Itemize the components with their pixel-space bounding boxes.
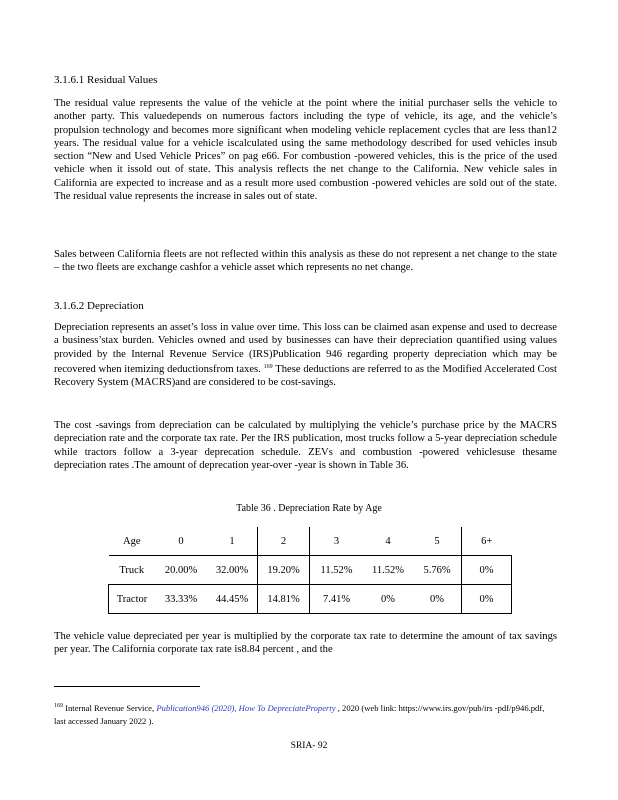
tax-savings-paragraph: The vehicle value depreciated per year is multiplied by the corporate tax rate to determine the amount of tax savings per year. The California corporate tax rate is8.84 percent , and the bbox=[54, 631, 557, 656]
table-header-cell: 6+ bbox=[462, 527, 512, 556]
table-header-row bbox=[109, 527, 512, 556]
depreciation-paragraph bbox=[54, 321, 557, 389]
table-caption: Table 36 . Depreciation Rate by Age bbox=[236, 503, 382, 514]
table-header-cell: 2 bbox=[258, 527, 310, 556]
fleet-sales-paragraph: Sales between California fleets are not reflected within this analysis as these do not represent a net change to the state – the two fleets are exchange cashfor a vehicle asset which represents no net change. bbox=[54, 249, 557, 274]
page-number: SRIA- 92 bbox=[290, 741, 328, 751]
footnote-text-before: Internal Revenue Service, bbox=[63, 703, 157, 713]
footnote-text-after: , 2020 (web link: https://www.irs.gov/pub/irs -pdf/p946.pdf, last accessed January 2022 ). bbox=[54, 703, 545, 726]
table-cell: 44.45% bbox=[207, 585, 258, 614]
table-cell: 0% bbox=[363, 585, 413, 614]
footnote bbox=[54, 700, 557, 728]
table-cell: 0% bbox=[462, 556, 512, 585]
table-header-cell: 3 bbox=[310, 527, 364, 556]
publication-link[interactable]: Publication946 (2020), How To DepreciateProperty bbox=[156, 703, 336, 713]
table-header-cell: 4 bbox=[385, 535, 391, 547]
table-cell: 5.76% bbox=[413, 556, 462, 585]
table-row-label: Tractor bbox=[109, 585, 156, 614]
footnote-number: 169 bbox=[54, 703, 63, 709]
section-heading-residual-values: 3.1.6.1 Residual Values bbox=[54, 74, 158, 86]
cost-savings-paragraph: The cost -savings from depreciation can be calculated by multiplying the vehicle’s purchase price by the MACRS depreciation rate and the corporate tax rate. Per the IRS publication, most trucks follow a 5-year depreciation schedule while tractors follow a 3-year deprecation schedule. ZEVs and combustion -powered vehiclesuse thesame depreciation rates .The amount of deprecation year-over -year is shown in Table 36. bbox=[54, 420, 557, 471]
table-cell: 0% bbox=[413, 585, 462, 614]
table-cell: 33.33% bbox=[155, 585, 207, 614]
table-cell: 20.00% bbox=[155, 556, 207, 585]
depreciation-paragraph-part2: These deductions are referred to as the Modified Accelerated Cost Recovery System (MACRS)and are considered to be cost-savings. bbox=[54, 363, 557, 389]
table-cell: 14.81% bbox=[258, 585, 310, 614]
table-cell: 0% bbox=[462, 585, 512, 614]
residual-values-paragraph: The residual value represents the value of the vehicle at the point where the initial purchaser sells the vehicle to another party. This valuedepends on numerous factors including the type of vehicle, its age, and the vehicle’s propulsion technology and becomes more significant when modeling vehicle replacement cycles that are less than12 years. The residual value for a vehicle iscalculated using the same methodology described for used vehicles insub section “New and Used Vehicle Prices” on pag e66. For combustion -powered vehicles, this is the price of the used vehicle when it issold out of state. This analysis reflects the net change to the California. New vehicle sales in California are expected to increase and as a result more used combustion -powered vehicles are sold out of the state. The residual value represents the increase in sales out of state. bbox=[54, 98, 557, 203]
depreciation-paragraph-part1: Depreciation represents an asset’s loss in value over time. This loss can be claimed asan expense and used to decrease a business’stax burden. Vehicles owned and used by businesses can have their depreciation quantified using values provided by the Internal Revenue Service (IRS)Publication 946 regarding property depreciation which may be recovered when itemizing deductionsfrom taxes. bbox=[54, 322, 557, 375]
table-header-cell: 0 bbox=[178, 535, 184, 547]
table-cell: 32.00% bbox=[207, 556, 258, 585]
section-heading-depreciation: 3.1.6.2 Depreciation bbox=[54, 300, 144, 312]
table-header-cell: 5 bbox=[434, 535, 440, 547]
depreciation-rate-table bbox=[108, 527, 512, 614]
footnote-reference: 169 bbox=[263, 363, 273, 370]
table-cell: 11.52% bbox=[363, 556, 413, 585]
table-row bbox=[109, 556, 512, 585]
table-row-label: Truck bbox=[109, 556, 156, 585]
table-cell: 19.20% bbox=[258, 556, 310, 585]
footnote-divider bbox=[54, 686, 200, 687]
table-cell: 11.52% bbox=[310, 556, 364, 585]
table-header-cell: Age bbox=[123, 535, 141, 547]
table-header-cell: 1 bbox=[229, 535, 235, 547]
table-row bbox=[109, 585, 512, 614]
table-cell: 7.41% bbox=[310, 585, 364, 614]
